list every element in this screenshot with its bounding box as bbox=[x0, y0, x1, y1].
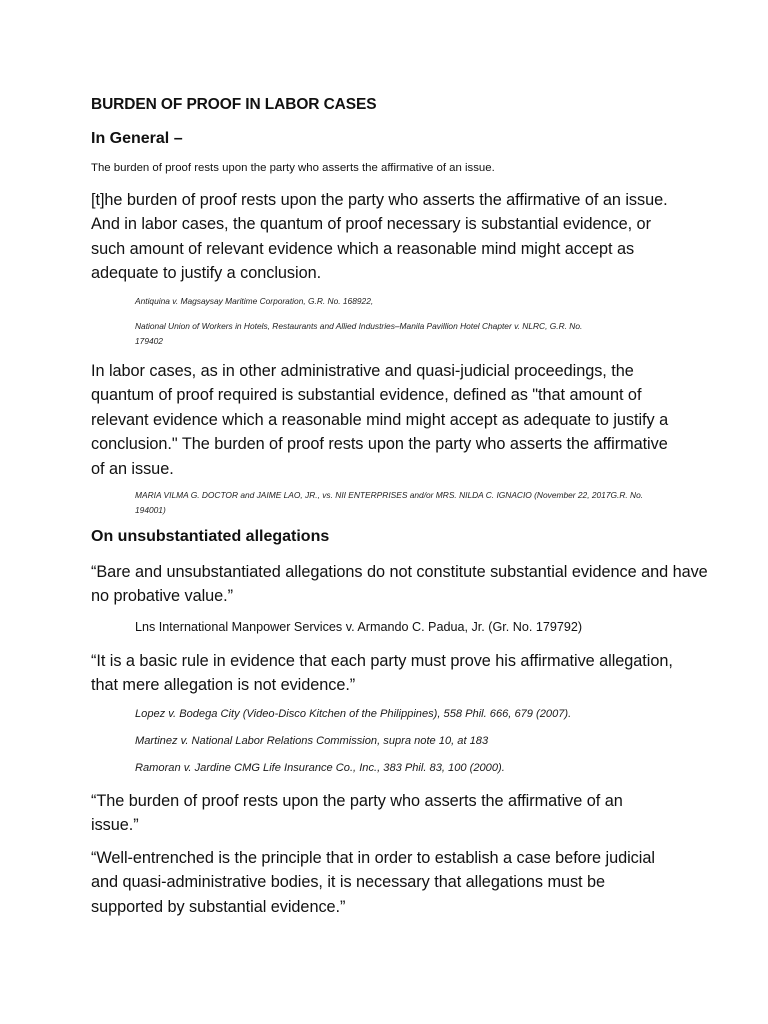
citation-nuwhrain bbox=[135, 319, 582, 348]
in-general-summary: The burden of proof rests upon the party who asserts the affirmative of an issue. bbox=[91, 162, 495, 174]
section-heading-in-general: In General – bbox=[91, 130, 183, 147]
citation-lopez-v-bodega: Lopez v. Bodega City (Video-Disco Kitchen of the Philippines), 558 Phil. 666, 679 (2007). bbox=[135, 708, 572, 720]
citation-ramoran-v-jardine: Ramoran v. Jardine CMG Life Insurance Co., Inc., 383 Phil. 83, 100 (2000). bbox=[135, 762, 505, 774]
quote-line: that mere allegation is not evidence.” bbox=[91, 676, 356, 695]
labor-cases-paragraph bbox=[91, 359, 668, 481]
citation-doctor-v-nii bbox=[135, 488, 643, 517]
basic-rule-quote bbox=[91, 649, 673, 698]
section-heading-unsubstantiated: On unsubstantiated allegations bbox=[91, 528, 330, 545]
quote-line: issue.” bbox=[91, 816, 139, 835]
quote-line: such amount of relevant evidence which a reasonable mind might accept as bbox=[91, 239, 635, 258]
paragraph-line: of an issue. bbox=[91, 459, 174, 478]
quote-line: [t]he burden of proof rests upon the party who asserts the affirmative of an issue. bbox=[91, 191, 668, 209]
citation-line: MARIA VILMA G. DOCTOR and JAIME LAO, JR., vs. NII ENTERPRISES and/or MRS. NILDA C. IGNACIO (November 22, 2017G.R. No. bbox=[135, 490, 644, 500]
citation-martinez-v-nlrc: Martinez v. National Labor Relations Commission, supra note 10, at 183 bbox=[135, 735, 489, 747]
quote-line: And in labor cases, the quantum of proof necessary is substantial evidence, or bbox=[91, 215, 651, 234]
quote-line: “The burden of proof rests upon the party who asserts the affirmative of an bbox=[91, 792, 623, 810]
citation-line: 179402 bbox=[135, 335, 163, 346]
quote-line: “Bare and unsubstantiated allegations do not constitute substantial evidence and have bbox=[91, 563, 708, 581]
citation-line: National Union of Workers in Hotels, Restaurants and Allied Industries–Manila Pavillion Hotel Chapter v. NLRC, G.R. No. bbox=[135, 321, 583, 331]
paragraph-line: In labor cases, as in other administrative and quasi-judicial proceedings, the bbox=[91, 362, 634, 380]
quote-line: and quasi-administrative bodies, it is necessary that allegations must be bbox=[91, 873, 606, 892]
paragraph-line: conclusion." The burden of proof rests upon the party who asserts the affirmative bbox=[91, 435, 668, 454]
paragraph-line: relevant evidence which a reasonable mind might accept as adequate to justify a bbox=[91, 410, 669, 429]
quote-line: “It is a basic rule in evidence that each party must prove his affirmative allegation, bbox=[91, 652, 673, 670]
quote-line: no probative value.” bbox=[91, 587, 234, 606]
bare-allegations-quote bbox=[91, 560, 708, 609]
quote-line: “Well-entrenched is the principle that in order to establish a case before judicial bbox=[91, 849, 655, 867]
burden-of-proof-quote bbox=[91, 789, 623, 838]
citation-lns-international: Lns International Manpower Services v. Armando C. Padua, Jr. (Gr. No. 179792) bbox=[135, 620, 583, 634]
paragraph-line: quantum of proof required is substantial evidence, defined as "that amount of bbox=[91, 386, 642, 405]
quote-line: adequate to justify a conclusion. bbox=[91, 264, 322, 283]
well-entrenched-quote bbox=[91, 846, 655, 919]
citation-antiquina: Antiquina v. Magsaysay Maritime Corporation, G.R. No. 168922, bbox=[135, 296, 374, 306]
in-general-quote bbox=[91, 188, 668, 286]
quote-line: supported by substantial evidence.” bbox=[91, 897, 346, 916]
citation-line: 194001) bbox=[135, 504, 166, 515]
document-title: BURDEN OF PROOF IN LABOR CASES bbox=[91, 96, 377, 113]
